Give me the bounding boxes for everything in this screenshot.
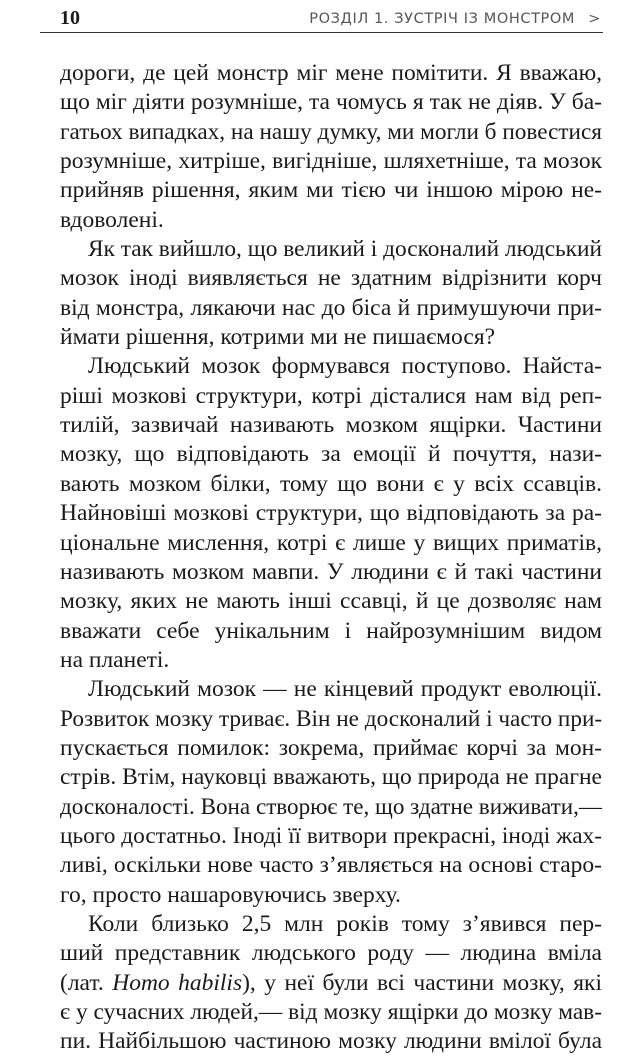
text-line: стрів. Втім, науковці вважають, що природа не прагне xyxy=(60,764,602,791)
text-line: пи. Найбільшою частиною мозку людини вмілої була xyxy=(60,1028,602,1055)
chapter-title: РОЗДІЛ 1. ЗУСТРІЧ ІЗ МОНСТРОМ xyxy=(309,11,576,27)
text-line: Розвиток мозку триває. Він не досконалий і часто при- xyxy=(60,705,603,732)
text-line: Як так вийшло, що великий і досконалий людський xyxy=(88,236,602,263)
text-line: Коли близько 2,5 млн років тому з’явився пер- xyxy=(88,910,602,937)
body-text xyxy=(60,59,602,1057)
page-header xyxy=(40,6,603,33)
text-line: називають мозком мавпи. У людини є й такі частини xyxy=(60,558,602,585)
text-line: що міг діяти розумніше, та чомусь я так не діяв. У ба- xyxy=(60,89,602,116)
text-line: Людський мозок — не кінцевий продукт еволюції. xyxy=(88,676,602,703)
text-line: вають мозком білки, тому що вони є у всіх ссавців. xyxy=(60,470,602,497)
text-line: цього достатньо. Іноді її витвори прекрасні, іноді жах- xyxy=(60,822,602,849)
page-number: 10 xyxy=(60,7,80,29)
text-line: є у сучасних людей,— від мозку ящірки до мозку мав- xyxy=(60,999,602,1025)
text-line: тилій, зазвичай називають мозком ящірки. Частини xyxy=(60,412,602,439)
text-line: дороги, де цей монстр міг мене помітити. Я вважаю, xyxy=(60,60,602,86)
text-line: гатьох випадках, на нашу думку, ми могли б повестися xyxy=(60,118,602,145)
running-head xyxy=(309,9,601,29)
text-line: ливі, оскільки нове часто з’являється на основі старо- xyxy=(60,852,602,879)
text-line: досконалості. Вона створює те, що здатне виживати,— xyxy=(60,793,603,820)
text-line-mixed xyxy=(60,969,602,998)
text-line: ший представник людського роду — людина вміла xyxy=(60,940,602,967)
text-line: вдоволені. xyxy=(60,206,164,233)
chevron-right-icon: > xyxy=(588,11,601,27)
text-line: розумніше, хитріше, вигідніше, шляхетніше, та мозок xyxy=(60,148,602,175)
latin-term: Homo habilis xyxy=(112,969,243,996)
text-line: пускається помилок: зокрема, приймає корчі за мон- xyxy=(60,734,602,761)
text-line: ціональне мислення, котрі є лише у вищих приматів, xyxy=(60,529,602,556)
text-line: мозок іноді виявляється не здатним відрізнити корч xyxy=(60,265,602,292)
text-line: мозку, яких не мають інші ссавці, й це дозволяє нам xyxy=(60,588,602,615)
text-line: ймати рішення, котрими ми не пишаємося? xyxy=(60,324,496,351)
text-fragment: (лат. xyxy=(60,969,113,996)
text-line: від монстра, лякаючи нас до біса й примушуючи при- xyxy=(60,294,602,321)
text-line: вважати себе унікальним і найрозумнішим видом xyxy=(60,617,602,644)
text-fragment: ), у неї були всі частини мозку, які xyxy=(242,969,602,996)
text-line: го, просто нашаровуючись зверху. xyxy=(60,881,401,908)
text-line: ріші мозкові структури, котрі дісталися нам від реп- xyxy=(60,382,602,409)
text-line: на планеті. xyxy=(60,646,170,673)
text-line: мозку, що відповідають за емоції й почуття, нази- xyxy=(60,441,602,468)
text-line: Людський мозок формувався поступово. Найста- xyxy=(88,353,602,380)
text-line: Найновіші мозкові структури, що відповідають за ра- xyxy=(60,500,602,527)
text-line: прийняв рішення, яким ми тією чи іншою мірою не- xyxy=(60,177,602,204)
